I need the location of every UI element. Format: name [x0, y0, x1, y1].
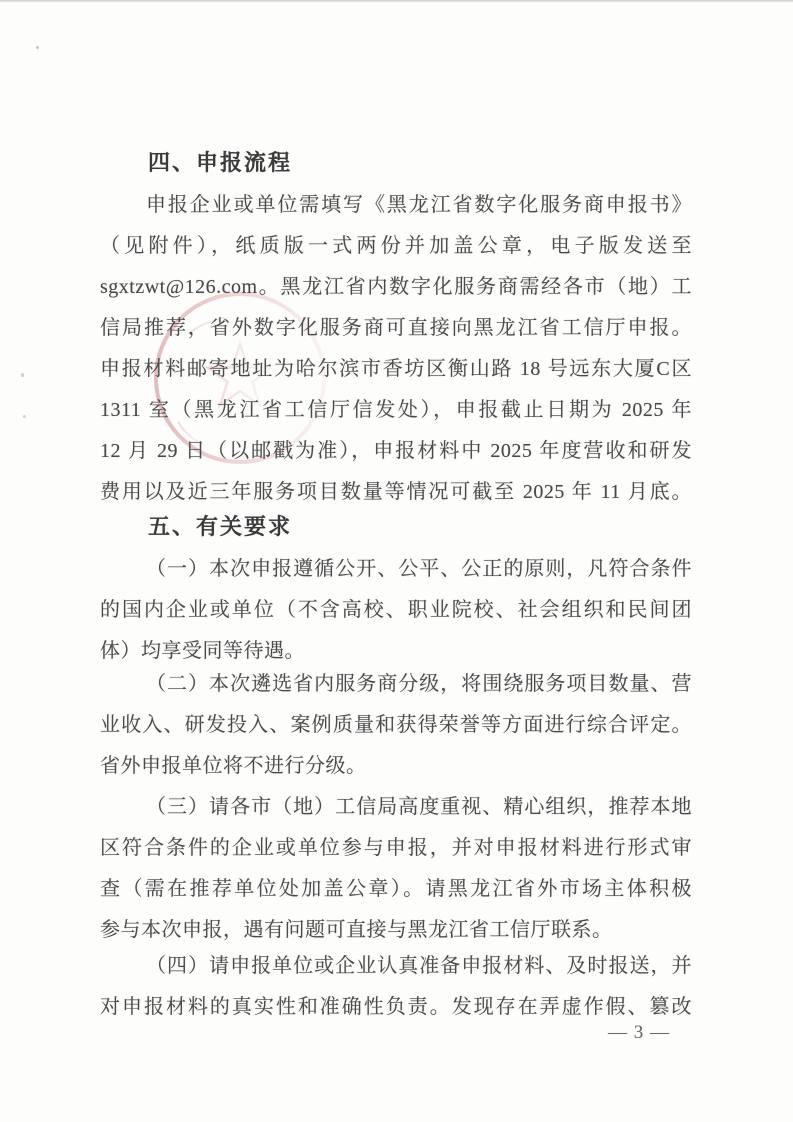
requirement-item-2: [100, 664, 692, 787]
section-4-heading: 四、申报流程: [148, 150, 293, 175]
text-line: 申报材料邮寄地址为哈尔滨市香坊区衡山路 18 号远东大厦C区: [100, 358, 692, 380]
text-line: 参与本次申报，遇有问题可直接与黑龙江省工信厅联系。: [100, 919, 613, 941]
text-line: （见附件），纸质版一式两份并加盖公章，电子版发送至: [100, 235, 692, 257]
ink-speck: [21, 373, 24, 377]
text-line: 对申报材料的真实性和准确性负责。发现存在弄虚作假、篡改: [100, 996, 692, 1018]
requirement-item-1: [100, 549, 692, 672]
text-line: 体）均享受同等待遇。: [100, 640, 305, 662]
text-line: 查（需在推荐单位处加盖公章）。请黑龙江省外市场主体积极: [100, 878, 692, 900]
text-line: 省外申报单位将不进行分级。: [100, 755, 367, 777]
text-line: 1311 室（黑龙江省工信厅信发处），申报截止日期为 2025 年: [100, 399, 692, 421]
text-line: 费用以及近三年服务项目数量等情况可截至 2025 年 11 月底。: [100, 481, 692, 503]
text-line: 信局推荐，省外数字化服务商可直接向黑龙江省工信厅申报。: [100, 317, 692, 339]
text-line: （二）本次遴选省内服务商分级，将围绕服务项目数量、营: [146, 673, 692, 695]
text-line: （四）请申报单位或企业认真准备申报材料、及时报送，并: [146, 955, 692, 977]
requirement-item-3: [100, 787, 692, 951]
page-number: — 3 —: [608, 1022, 670, 1043]
text-line: 的国内企业或单位（不含高校、职业院校、社会组织和民间团: [100, 599, 692, 621]
ink-speck: [36, 46, 39, 49]
text-line: （三）请各市（地）工信局高度重视、精心组织，推荐本地: [146, 796, 692, 818]
text-line: 区符合条件的企业或单位参与申报，并对申报材料进行形式审: [100, 837, 692, 859]
scan-edge-shadow: [0, 0, 793, 3]
ink-speck: [23, 415, 26, 418]
section-4-paragraph: [100, 185, 692, 513]
text-line: 12 月 29 日（以邮戳为准），申报材料中 2025 年度营收和研发: [100, 440, 692, 462]
text-line: 申报企业或单位需填写《黑龙江省数字化服务商申报书》: [146, 194, 692, 216]
text-line: sgxtzwt@126.com。黑龙江省内数字化服务商需经各市（地）工: [100, 276, 692, 298]
requirement-item-4: [100, 946, 692, 1028]
text-line: （一）本次申报遵循公开、公平、公正的原则，凡符合条件: [146, 558, 692, 580]
section-5-heading: 五、有关要求: [148, 514, 293, 539]
text-line: 业收入、研发投入、案例质量和获得荣誉等方面进行综合评定。: [100, 714, 692, 736]
document-body: [100, 144, 692, 1028]
